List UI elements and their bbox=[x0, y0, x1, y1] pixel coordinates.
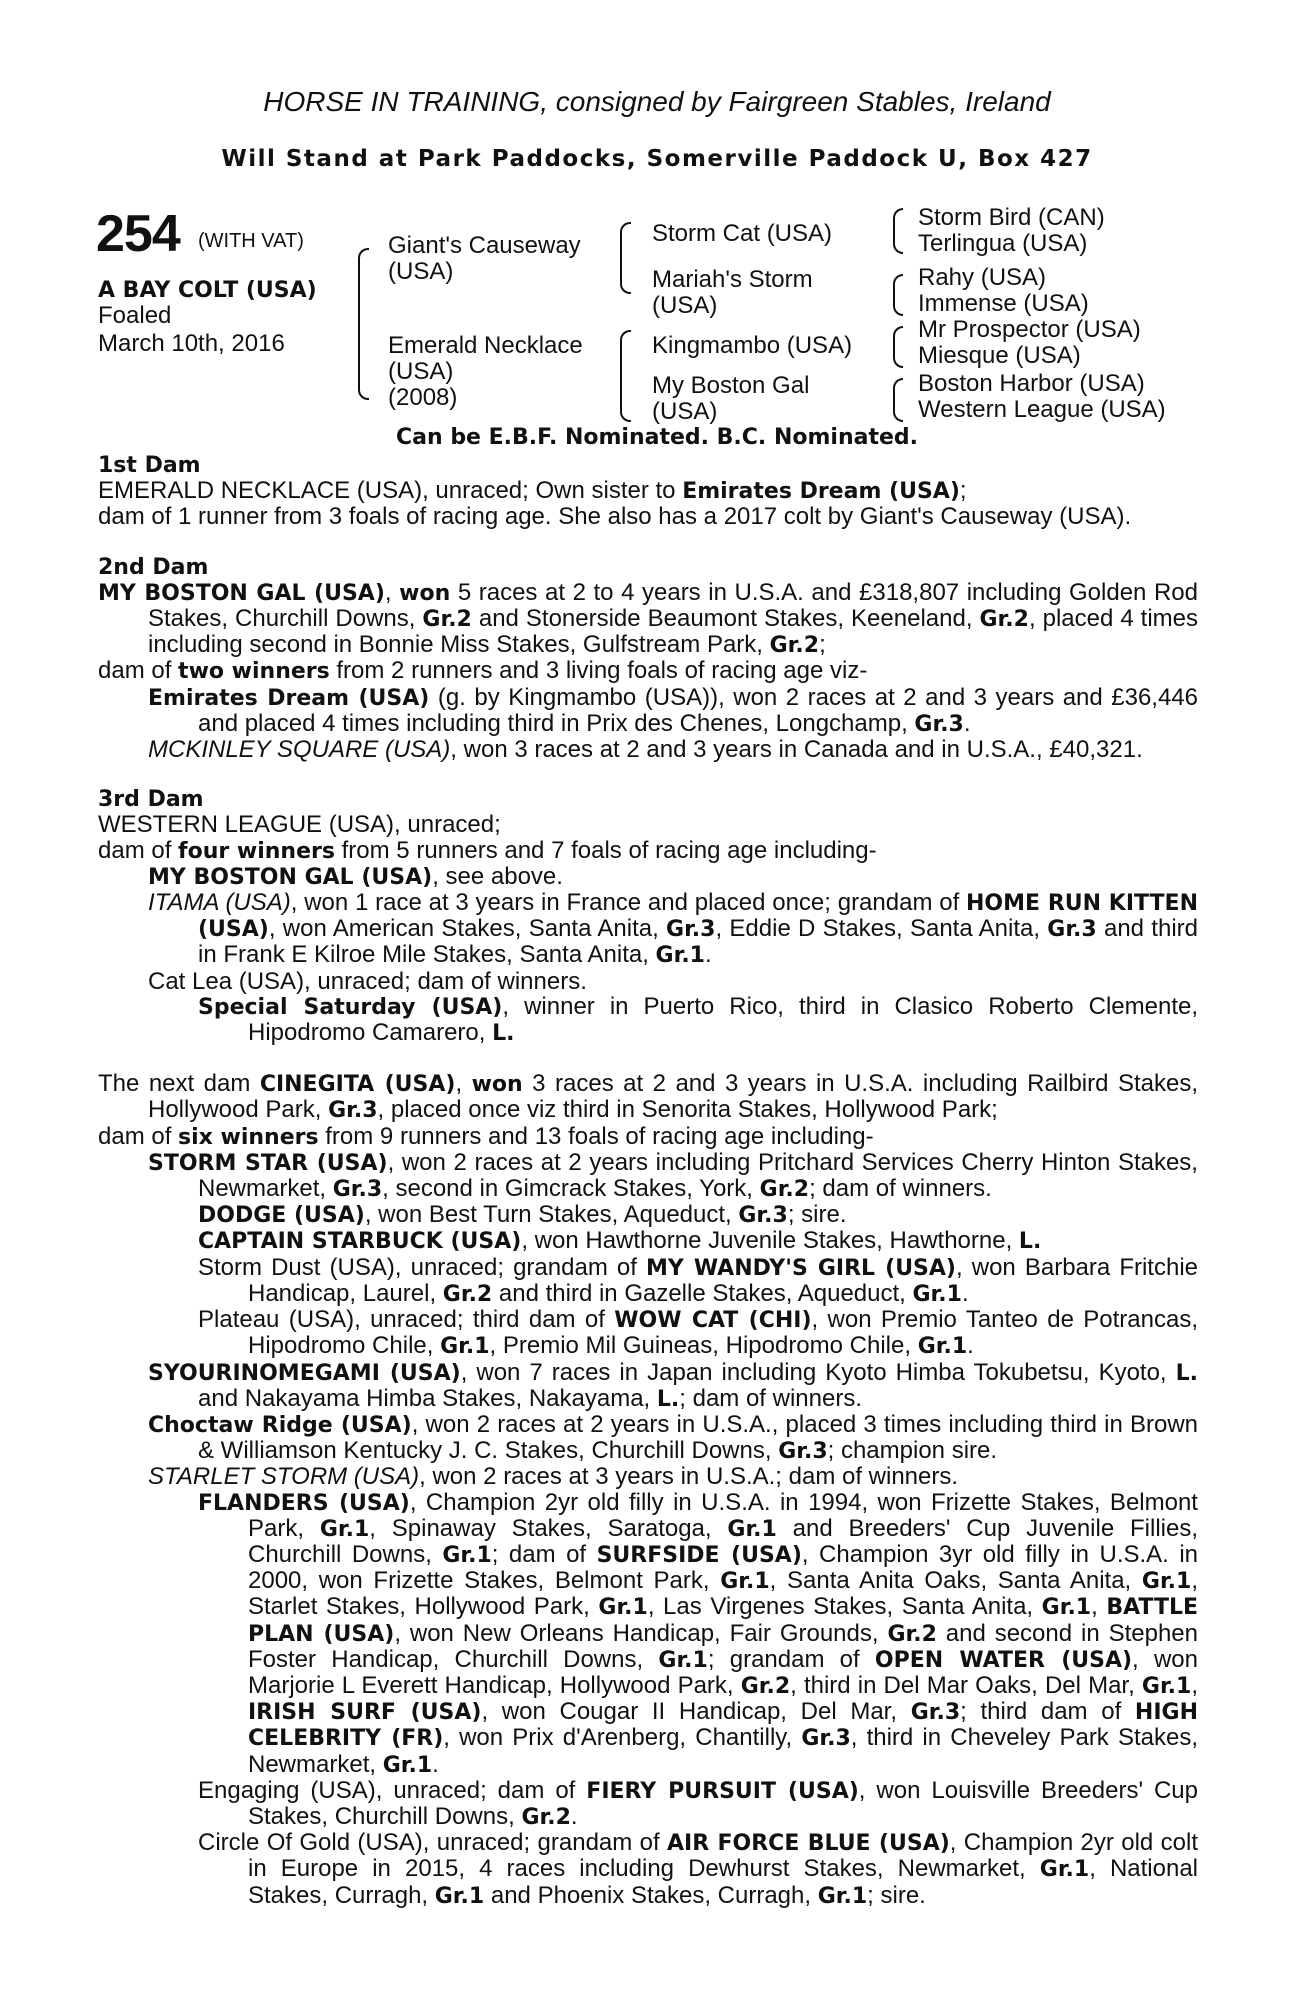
vat-note: (WITH VAT) bbox=[198, 230, 304, 252]
third-dam-entry: WESTERN LEAGUE (USA), unraced; bbox=[98, 811, 501, 839]
pedigree-sire-dam-name: Mariah's Storm bbox=[652, 266, 813, 293]
pedigree-ssd: Terlingua (USA) bbox=[918, 230, 1088, 257]
pedigree-dam-dam-name: My Boston Gal bbox=[652, 372, 810, 399]
consignor-title: HORSE IN TRAINING, consigned by Fairgreen Stables, Ireland bbox=[263, 86, 1051, 117]
pedigree-dam-name: Emerald Necklace bbox=[388, 332, 583, 359]
produce-flanders: FLANDERS (USA), Champion 2yr old filly in U.S.A. in 1994, won Frizette Stakes, Belmont Park, Gr.1, Spinaway Stakes, Saratoga, Gr.1 and Breeders' Cup Juvenile Fillies, Churchill Downs, Gr.1; dam of SURFSIDE (USA), Champion 3yr old filly in U.S.A. in 2000, won Frizette Stakes, Belmont Park, Gr.1, Santa Anita Oaks, Santa Anita, Gr.1, Starlet Stakes, Hollywood Park, Gr.1, Las Virgenes Stakes, Santa Anita, Gr.1, BATTLE PLAN (USA), won New Orleans Handicap, Fair Grounds, Gr.2 and second in Stephen Foster Handicap, Churchill Downs, Gr.1; grandam of OPEN WATER (USA), won Marjorie L Everett Handicap, Hollywood Park, Gr.2, third in Del Mar Oaks, Del Mar, Gr.1, IRISH SURF (USA), won Cougar II Handicap, Del Mar, Gr.3; third dam of HIGH CELEBRITY (FR), won Prix d'Arenberg, Chantilly, Gr.3, third in Cheveley Park Stakes, Newmarket, Gr.1. bbox=[198, 1488, 1199, 1778]
produce-storm-star: STORM STAR (USA), won 2 races at 2 years including Pritchard Services Cherry Hinton Stakes, Newmarket, Gr.3, second in Gimcrack Stakes, York, Gr.2; dam of winners. bbox=[148, 1148, 1198, 1203]
produce-mckinley-square: MCKINLEY SQUARE (USA), won 3 races at 2 and 3 years in Canada and in U.S.A., £40,321. bbox=[148, 736, 1143, 764]
produce-my-boston-gal: MY BOSTON GAL (USA), see above. bbox=[148, 862, 563, 890]
produce-dodge: DODGE (USA), won Best Turn Stakes, Aqueduct, Gr.3; sire. bbox=[198, 1201, 847, 1229]
foaled-date: March 10th, 2016 bbox=[98, 330, 285, 357]
pedigree-brace-ss bbox=[893, 208, 903, 254]
produce-storm-dust: Storm Dust (USA), unraced; grandam of MY WANDY'S GIRL (USA), won Barbara Fritchie Handicap, Laurel, Gr.2 and third in Gazelle Stakes, Aqueduct, Gr.1. bbox=[198, 1253, 1198, 1307]
produce-choctaw-ridge: Choctaw Ridge (USA), won 2 races at 2 years in U.S.A., placed 3 times including third in Brown & Williamson Kentucky J. C. Stakes, Churchill Downs, Gr.3; champion sire. bbox=[148, 1410, 1198, 1465]
second-dam-heading: 2nd Dam bbox=[98, 554, 209, 580]
pedigree-sire-country: (USA) bbox=[388, 258, 454, 285]
pedigree-dds: Boston Harbor (USA) bbox=[918, 370, 1145, 397]
pedigree-dam-year: (2008) bbox=[388, 384, 458, 411]
pedigree-sss: Storm Bird (CAN) bbox=[918, 204, 1105, 231]
pedigree-sire-sire: Storm Cat (USA) bbox=[652, 220, 833, 247]
pedigree-dsd: Miesque (USA) bbox=[918, 342, 1081, 369]
next-dam-entry: The next dam CINEGITA (USA), won 3 races at 2 and 3 years in U.S.A. including Railbird Stakes, Hollywood Park, Gr.3, placed once viz third in Senorita Stakes, Hollywood Park; bbox=[98, 1070, 1198, 1124]
produce-circle-of-gold: Circle Of Gold (USA), unraced; grandam of AIR FORCE BLUE (USA), Champion 2yr old colt in Europe in 2015, 4 races including Dewhurst Stakes, Newmarket, Gr.1, National Stakes, Curragh, Gr.1 and Phoenix Stakes, Curragh, Gr.1; sire. bbox=[198, 1829, 1198, 1909]
pedigree-brace-dd bbox=[893, 378, 903, 422]
second-dam-produce-summary: dam of two winners from 2 runners and 3 living foals of racing age viz- bbox=[98, 657, 868, 685]
produce-cat-lea: Cat Lea (USA), unraced; dam of winners. bbox=[148, 967, 587, 995]
first-dam-heading: 1st Dam bbox=[98, 453, 201, 478]
pedigree-sdd: Immense (USA) bbox=[918, 290, 1089, 317]
pedigree-sire-dam-country: (USA) bbox=[652, 292, 718, 319]
third-dam-heading: 3rd Dam bbox=[98, 787, 204, 813]
catalogue-body bbox=[98, 453, 1198, 1909]
pedigree-ddd: Western League (USA) bbox=[918, 396, 1166, 423]
first-dam-line-2: dam of 1 runner from 3 foals of racing age. She also has a 2017 colt by Giant's Causeway (USA). bbox=[98, 503, 1132, 531]
produce-emirates-dream: Emirates Dream (USA) (g. by Kingmambo (USA)), won 2 races at 2 and 3 years and £36,446 and placed 4 times including third in Prix des Chenes, Longchamp, Gr.3. bbox=[148, 683, 1198, 737]
produce-captain-starbuck: CAPTAIN STARBUCK (USA), won Hawthorne Juvenile Stakes, Hawthorne, L. bbox=[198, 1227, 1042, 1255]
lot-description: A BAY COLT (USA) bbox=[98, 278, 317, 303]
pedigree-brace-sd bbox=[893, 274, 903, 316]
pedigree-sds: Rahy (USA) bbox=[918, 264, 1047, 291]
produce-itama: ITAMA (USA), won 1 race at 3 years in France and placed once; grandam of HOME RUN KITTEN (USA), won American Stakes, Santa Anita, Gr.3, Eddie D Stakes, Santa Anita, Gr.3 and third in Frank E Kilroe Mile Stakes, Santa Anita, Gr.1. bbox=[148, 889, 1198, 969]
produce-starlet-storm: STARLET STORM (USA), won 2 races at 3 years in U.S.A.; dam of winners. bbox=[148, 1463, 959, 1491]
produce-syourinomegami: SYOURINOMEGAMI (USA), won 7 races in Japan including Kyoto Himba Tokubetsu, Kyoto, L. and Nakayama Himba Stakes, Nakayama, L.; dam of winners. bbox=[148, 1358, 1198, 1412]
foaled-label: Foaled bbox=[98, 302, 172, 329]
pedigree-dss: Mr Prospector (USA) bbox=[918, 316, 1141, 343]
pedigree-brace-dam bbox=[620, 330, 631, 422]
pedigree-dam-dam-country: (USA) bbox=[652, 398, 718, 425]
pedigree-dam-sire: Kingmambo (USA) bbox=[652, 332, 853, 359]
stabling-location: Will Stand at Park Paddocks, Somerville Paddock U, Box 427 bbox=[221, 146, 1093, 172]
first-dam-line-1: EMERALD NECKLACE (USA), unraced; Own sister to Emirates Dream (USA); bbox=[98, 477, 967, 505]
pedigree-brace-sire bbox=[620, 222, 631, 294]
pedigree-brace-parents bbox=[358, 248, 369, 400]
lot-number: 254 bbox=[96, 205, 180, 263]
pedigree-brace-ds bbox=[893, 326, 903, 368]
third-dam-produce-summary: dam of four winners from 5 runners and 7 foals of racing age including- bbox=[98, 836, 877, 864]
next-dam-produce-summary: dam of six winners from 9 runners and 13 foals of racing age including- bbox=[98, 1122, 874, 1150]
second-dam-entry: MY BOSTON GAL (USA), won 5 races at 2 to 4 years in U.S.A. and £318,807 including Golden Rod Stakes, Churchill Downs, Gr.2 and Stonerside Beaumont Stakes, Keeneland, Gr.2, placed 4 times including second in Bonnie Miss Stakes, Gulfstream Park, Gr.2; bbox=[98, 578, 1198, 659]
pedigree-dam-country: (USA) bbox=[388, 358, 454, 385]
produce-engaging: Engaging (USA), unraced; dam of FIERY PURSUIT (USA), won Louisville Breeders' Cup Stakes, Churchill Downs, Gr.2. bbox=[198, 1776, 1199, 1830]
produce-special-saturday: Special Saturday (USA), winner in Puerto Rico, third in Clasico Roberto Clemente, Hipodromo Camarero, L. bbox=[198, 992, 1198, 1047]
nominations-line: Can be E.B.F. Nominated. B.C. Nominated. bbox=[396, 425, 918, 450]
pedigree-sire-name: Giant's Causeway bbox=[388, 232, 581, 259]
produce-plateau: Plateau (USA), unraced; third dam of WOW CAT (CHI), won Premio Tanteo de Potrancas, Hipodromo Chile, Gr.1, Premio Mil Guineas, Hipodromo Chile, Gr.1. bbox=[198, 1306, 1198, 1360]
